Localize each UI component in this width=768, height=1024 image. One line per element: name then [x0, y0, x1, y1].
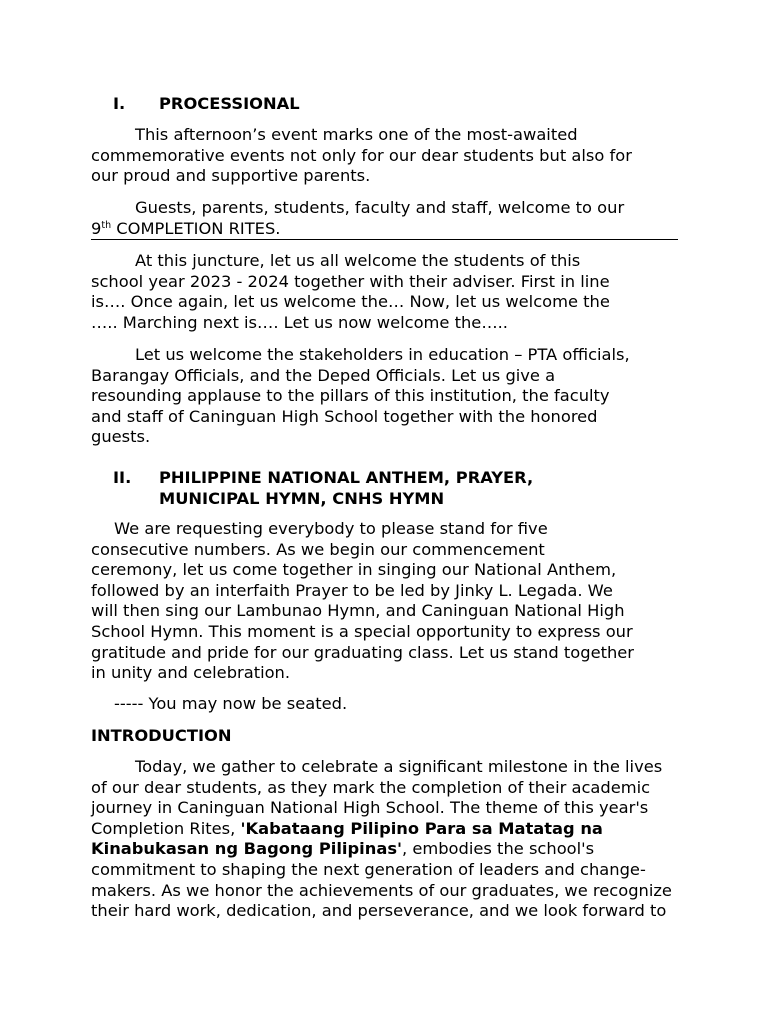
text-line — [91, 819, 687, 840]
text-line: school year 2023 - 2024 together with their adviser. First in line — [91, 271, 610, 291]
ordinal-number: 9 — [91, 218, 102, 238]
text-line: is…. Once again, let us welcome the… Now, let us welcome the — [91, 292, 610, 312]
text-line: guests. — [91, 427, 151, 447]
processional-paragraph-4 — [91, 345, 687, 448]
text-line: journey in Caninguan National High School. The theme of this year's — [91, 798, 649, 818]
text-line — [91, 219, 687, 240]
seated-instruction — [91, 694, 687, 715]
completion-rites-text: COMPLETION RITES. — [111, 218, 281, 238]
processional-paragraph-3 — [91, 251, 687, 333]
text-line: Let us welcome the stakeholders in education – PTA officials, — [135, 345, 630, 364]
text-line: consecutive numbers. As we begin our commencement — [91, 539, 545, 559]
text-line: At this juncture, let us all welcome the students of this — [135, 251, 581, 270]
text-line: This afternoon’s event marks one of the most-awaited — [135, 125, 578, 144]
text-line: of our dear students, as they mark the completion of their academic — [91, 777, 651, 797]
theme-text-part-2: Kinabukasan ng Bagong Pilipinas' — [91, 839, 402, 859]
text-line: their hard work, dedication, and perseverance, and we look forward to — [91, 901, 667, 921]
text-line: in unity and celebration. — [91, 663, 291, 683]
section-heading-anthem-line-2: MUNICIPAL HYMN, CNHS HYMN — [159, 489, 445, 508]
processional-paragraph-2 — [91, 198, 687, 239]
text-line: We are requesting everybody to please stand for five — [114, 519, 548, 538]
text-line: School Hymn. This moment is a special opportunity to express our — [91, 621, 633, 641]
text-line: and staff of Caninguan High School together with the honored — [91, 406, 598, 426]
text-segment: , embodies the school's — [402, 839, 595, 859]
text-line: makers. As we honor the achievements of our graduates, we recognize — [91, 880, 672, 900]
ordinal-suffix: th — [101, 219, 112, 231]
theme-text-part-1: 'Kabataang Pilipino Para sa Matatag na — [240, 818, 603, 838]
text-line: commemorative events not only for our dear students but also for — [91, 145, 632, 165]
anthem-paragraph — [91, 519, 687, 684]
text-line: commitment to shaping the next generation of leaders and change- — [91, 859, 646, 879]
section-heading-processional: PROCESSIONAL — [159, 94, 300, 113]
introduction-paragraph — [91, 757, 687, 922]
text-line: gratitude and pride for our graduating class. Let us stand together — [91, 642, 634, 662]
section-number-2: II. — [113, 468, 132, 487]
text-line: ….. Marching next is…. Let us now welcome the….. — [91, 312, 508, 332]
text-line: followed by an interfaith Prayer to be led by Jinky L. Legada. We — [91, 580, 613, 600]
text-line: Guests, parents, students, faculty and staff, welcome to our — [135, 198, 625, 217]
processional-paragraph-1 — [91, 125, 687, 187]
text-line: our proud and supportive parents. — [91, 166, 371, 186]
text-line: resounding applause to the pillars of this institution, the faculty — [91, 386, 610, 406]
section-number-1: I. — [113, 94, 126, 113]
text-line — [91, 839, 687, 860]
text-line: ----- You may now be seated. — [114, 694, 348, 713]
text-line: ceremony, let us come together in singing our National Anthem, — [91, 560, 617, 580]
text-line: Barangay Officials, and the Deped Officials. Let us give a — [91, 365, 556, 385]
text-segment: Completion Rites, — [91, 818, 241, 838]
section-heading-anthem-line-1: PHILIPPINE NATIONAL ANTHEM, PRAYER, — [159, 468, 534, 487]
text-line: will then sing our Lambunao Hymn, and Caninguan National High — [91, 601, 625, 621]
text-line: Today, we gather to celebrate a significant milestone in the lives — [135, 757, 663, 776]
horizontal-rule — [91, 239, 678, 240]
section-heading-introduction: INTRODUCTION — [91, 726, 232, 745]
